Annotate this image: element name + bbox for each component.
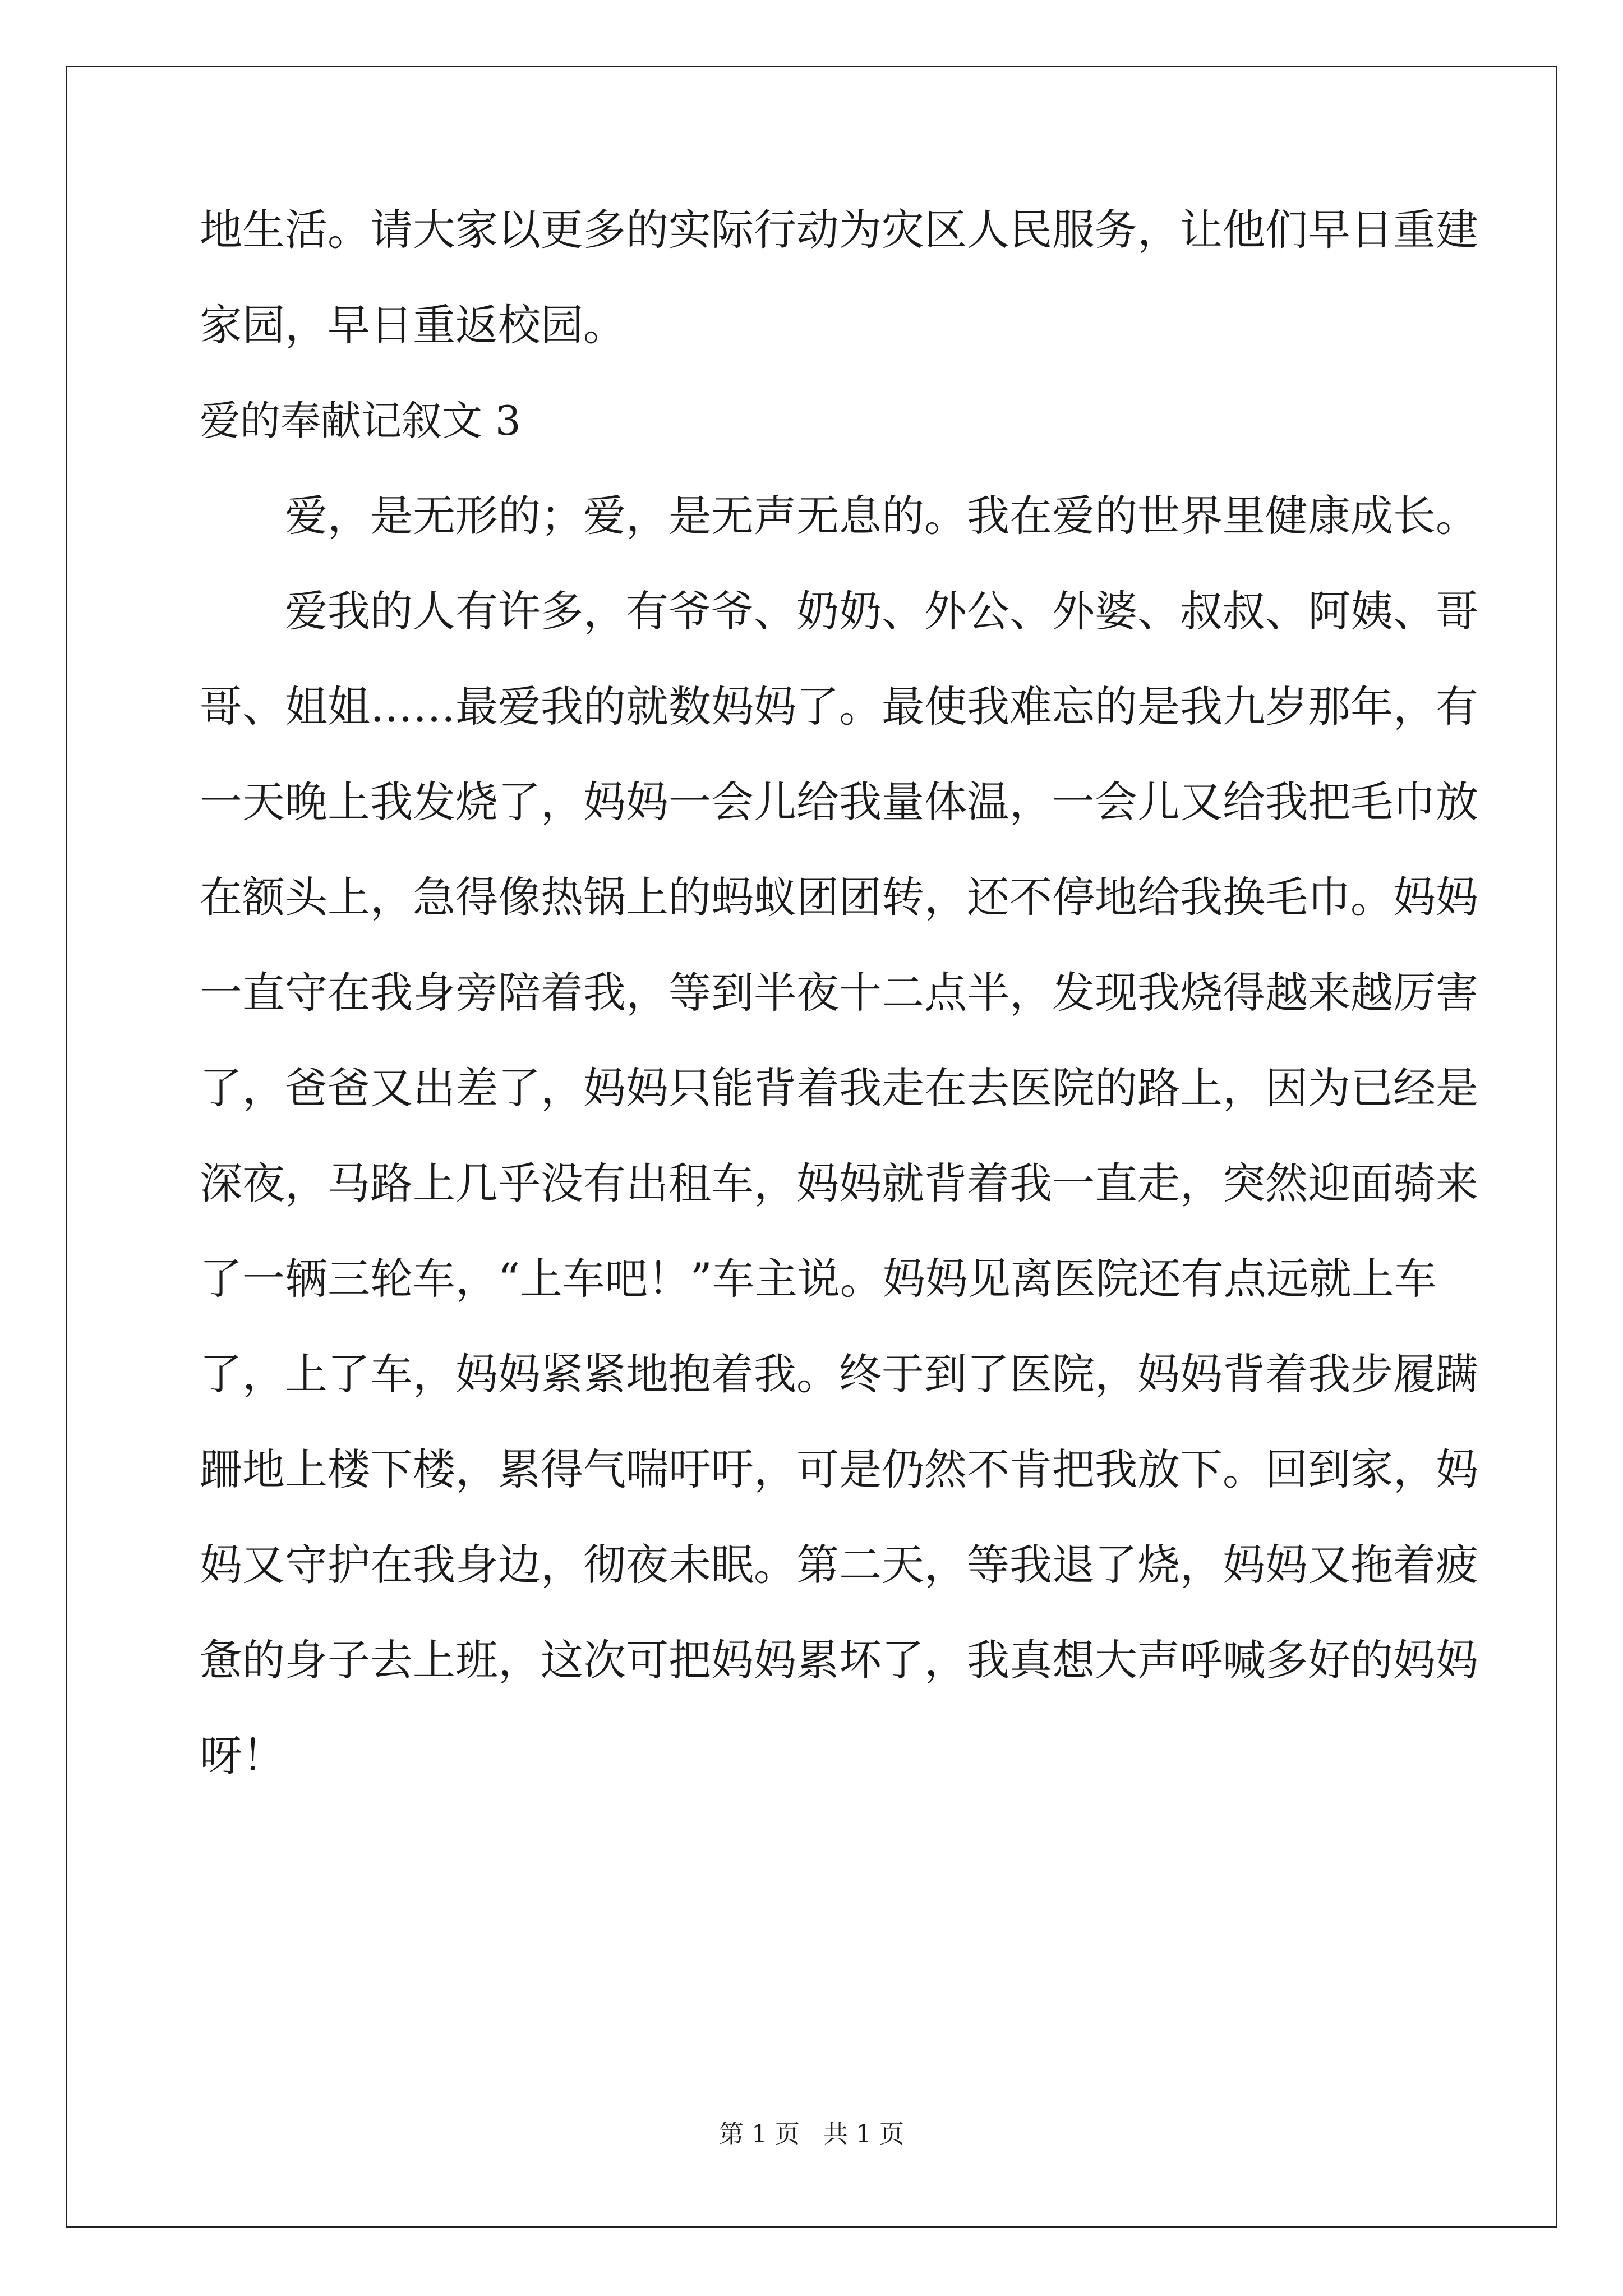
- text-line: 惫的身子去上班，这次可把妈妈累坏了，我真想大声呼喊多好的妈妈: [200, 1635, 1478, 1685]
- text-line: 一天晚上我发烧了，妈妈一会儿给我量体温，一会儿又给我把毛巾放: [200, 777, 1478, 827]
- text-line: 妈又守护在我身边，彻夜未眠。第二天，等我退了烧，妈妈又拖着疲: [200, 1540, 1478, 1590]
- text-line: 在额头上，急得像热锅上的蚂蚁团团转，还不停地给我换毛巾。妈妈: [200, 872, 1478, 922]
- text-line: 爱我的人有许多，有爷爷、奶奶、外公、外婆、叔叔、阿姨、哥: [285, 586, 1478, 636]
- text-line: 地生活。请大家以更多的实际行动为灾区人民服务，让他们早日重建: [200, 205, 1478, 255]
- text-line: 家园，早日重返校园。: [200, 300, 626, 350]
- section-heading: 爱的奉献记叙文 3: [200, 397, 521, 444]
- text-line: 呀！: [200, 1731, 285, 1780]
- text-line: 了一辆三轮车，“上车吧！”车主说。妈妈见离医院还有点远就上车: [200, 1254, 1437, 1304]
- text-line: 一直守在我身旁陪着我，等到半夜十二点半，发现我烧得越来越厉害: [200, 968, 1478, 1018]
- page-footer: 第 1 页 共 1 页: [719, 2120, 904, 2148]
- text-line: 哥、姐姐……最爱我的就数妈妈了。最使我难忘的是我九岁那年，有: [200, 682, 1478, 731]
- text-line: 了，上了车，妈妈紧紧地抱着我。终于到了医院，妈妈背着我步履蹒: [200, 1349, 1478, 1399]
- page-border: [66, 66, 1557, 2228]
- text-line: 了，爸爸又出差了，妈妈只能背着我走在去医院的路上，因为已经是: [200, 1063, 1478, 1113]
- text-line: 跚地上楼下楼，累得气喘吁吁，可是仍然不肯把我放下。回到家，妈: [200, 1444, 1478, 1494]
- text-line: 爱，是无形的；爱，是无声无息的。我在爱的世界里健康成长。: [285, 491, 1478, 541]
- text-line: 深夜，马路上几乎没有出租车，妈妈就背着我一直走，突然迎面骑来: [200, 1158, 1478, 1208]
